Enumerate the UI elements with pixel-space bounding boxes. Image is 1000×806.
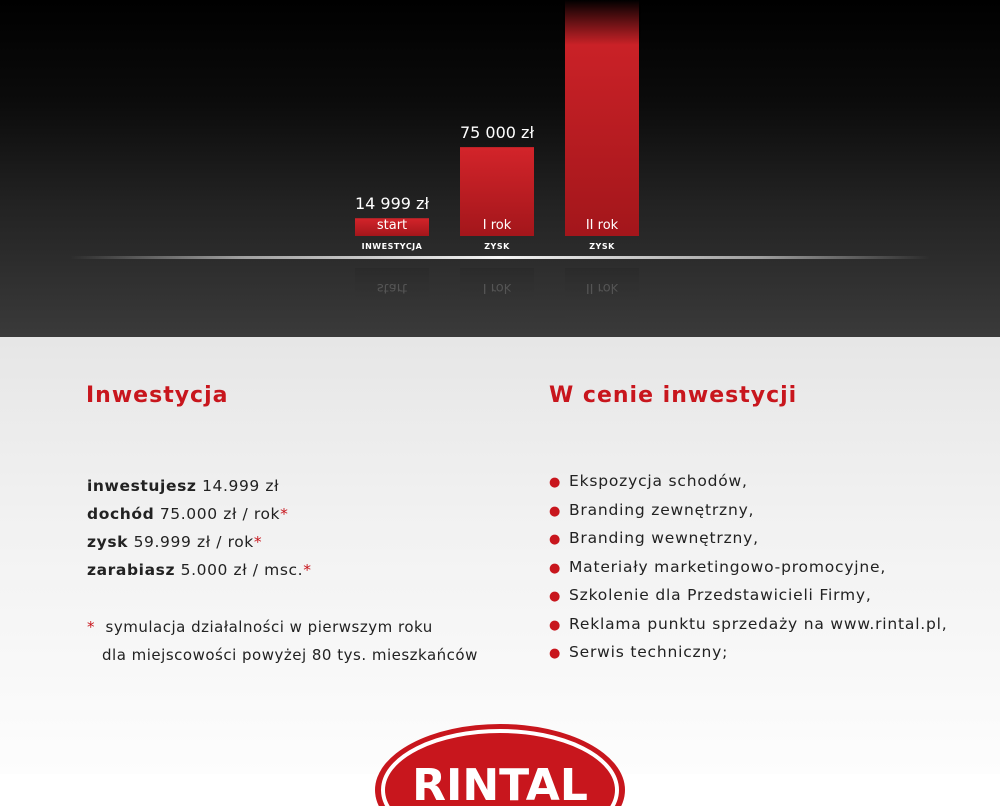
bar-value-label: 14 999 zł — [354, 194, 430, 214]
chart-baseline — [70, 256, 930, 259]
bullet-dot-icon: ● — [549, 475, 562, 490]
bullet-dot-icon: ● — [549, 646, 562, 661]
included-item: ● Serwis techniczny; — [549, 638, 948, 667]
bullet-dot-icon: ● — [549, 532, 562, 547]
included-item: ● Branding zewnętrzny, — [549, 496, 948, 525]
logo-text: RINTAL — [412, 760, 588, 806]
bar-caption: ZYSK — [484, 242, 510, 251]
bar-category-label: II rok — [585, 218, 619, 233]
bar-reflection — [460, 268, 534, 324]
stat-income: dochód 75.000 zł / rok* — [87, 505, 289, 523]
bar-value-label: 75 000 zł — [459, 123, 535, 143]
bar-category-label: start — [376, 218, 408, 233]
included-item: ● Materiały marketingowo-promocyjne, — [549, 553, 948, 582]
bar-reflection — [565, 268, 639, 324]
bar-top-fade-2 — [563, 0, 641, 45]
bullet-dot-icon: ● — [549, 560, 562, 576]
bar-reflection — [355, 268, 429, 324]
bar-category-label: I rok — [482, 218, 512, 233]
stat-profit: zysk 59.999 zł / rok* — [87, 533, 263, 551]
content-section — [0, 337, 1000, 806]
bar-caption: ZYSK — [589, 242, 615, 251]
rintal-logo — [370, 722, 630, 806]
footnote: * symulacja działalności w pierwszym roku dla miejscowości powyżej 80 tys. mieszkańców — [87, 618, 478, 664]
investment-heading: Inwestycja — [86, 383, 229, 408]
bar-reflection-label: II rok — [585, 280, 619, 295]
bar-reflection-label: start — [376, 280, 408, 295]
included-item: ● Branding wewnętrzny, — [549, 524, 948, 553]
investment-stats — [87, 472, 312, 584]
bar-caption: INWESTYCJA — [361, 242, 423, 251]
included-list — [549, 467, 948, 667]
included-item: ● Reklama punktu sprzedaży na www.rintal.pl, — [549, 610, 948, 639]
stat-monthly: zarabiasz 5.000 zł / msc.* — [87, 561, 312, 579]
included-item: ● Ekspozycja schodów, — [549, 467, 948, 496]
bullet-dot-icon: ● — [549, 503, 562, 519]
bullet-dot-icon: ● — [549, 617, 562, 633]
included-item: ● Szkolenie dla Przedstawicieli Firmy, — [549, 581, 948, 610]
bar-reflection-label: I rok — [482, 280, 512, 295]
included-heading: W cenie inwestycji — [549, 383, 798, 408]
hero-chart-area — [0, 0, 1000, 337]
investment-bar-chart — [0, 0, 1000, 337]
stat-invest: inwestujesz 14.999 zł — [87, 477, 280, 495]
bullet-dot-icon: ● — [549, 589, 562, 604]
